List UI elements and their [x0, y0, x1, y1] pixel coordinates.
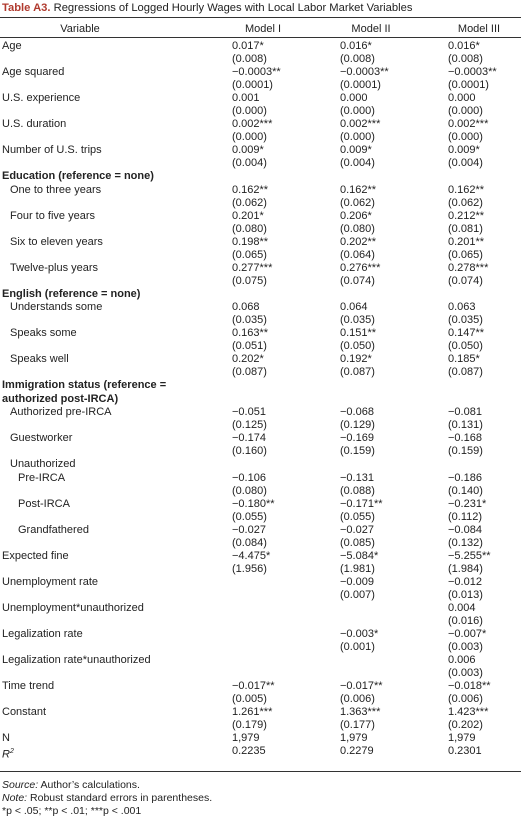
table-row	[0, 498, 521, 511]
table-row	[0, 40, 521, 53]
standard-error-cell: (0.050)	[340, 340, 375, 352]
standard-error-cell: (0.004)	[448, 157, 483, 169]
estimate-cell: 0.063	[448, 301, 476, 313]
row-label: Age squared	[2, 66, 65, 78]
standard-error-row	[0, 53, 521, 66]
estimate-cell: 0.016*	[340, 40, 372, 52]
value-cell: 1,979	[232, 731, 260, 744]
row-label: Six to eleven years	[10, 235, 103, 248]
table-row	[0, 576, 521, 589]
table-row	[0, 66, 521, 79]
standard-error-row	[0, 719, 521, 732]
table-notes	[2, 779, 212, 818]
standard-error-cell: (0.008)	[340, 53, 375, 65]
estimate-cell: −4.475*	[232, 549, 271, 562]
estimate-cell: −0.018**	[448, 679, 491, 692]
standard-error-row	[0, 275, 521, 288]
standard-error-row	[0, 131, 521, 144]
estimate-cell: 0.276***	[340, 261, 381, 274]
estimate-cell: −0.007*	[448, 627, 487, 640]
value-cell: 1,979	[448, 731, 476, 744]
standard-error-cell: (0.004)	[340, 157, 375, 169]
standard-error-cell: (0.0001)	[340, 79, 381, 91]
table-title	[2, 1, 412, 15]
estimate-cell: −0.0003**	[232, 66, 281, 78]
standard-error-cell: (0.000)	[448, 131, 483, 143]
standard-error-cell: (0.088)	[340, 484, 375, 497]
standard-error-cell: (0.001)	[340, 640, 375, 653]
table-number: Table A3.	[2, 2, 51, 14]
standard-error-cell: (0.129)	[340, 419, 375, 431]
row-label: Pre-IRCA	[18, 471, 66, 484]
standard-error-cell: (0.080)	[232, 484, 267, 497]
standard-error-cell: (0.159)	[448, 445, 483, 457]
standard-error-cell: (0.062)	[232, 196, 267, 209]
standard-error-cell: (0.000)	[340, 131, 375, 143]
standard-error-cell: (0.003)	[448, 640, 483, 653]
estimate-cell: 0.000	[340, 92, 368, 104]
column-header-variable: Variable	[60, 23, 100, 35]
table-row	[0, 732, 521, 745]
standard-error-cell: (0.131)	[448, 419, 483, 431]
standard-error-row	[0, 340, 521, 353]
row-label: Age	[2, 40, 22, 52]
standard-error-cell: (0.000)	[448, 105, 483, 117]
estimate-cell: 0.201*	[232, 209, 264, 222]
standard-error-row	[0, 615, 521, 628]
row-label: Immigration status (reference =	[2, 379, 167, 391]
standard-error-cell: (0.080)	[340, 222, 375, 235]
header-rule	[0, 37, 521, 38]
table-caption: Regressions of Logged Hourly Wages with Local Labor Market Variables	[50, 2, 413, 14]
table-row	[0, 118, 521, 131]
standard-error-cell: (0.084)	[232, 536, 267, 549]
row-label: Understands some	[10, 301, 103, 313]
row-label: Four to five years	[10, 209, 95, 222]
table-row	[0, 144, 521, 157]
standard-error-row	[0, 197, 521, 210]
standard-error-row	[0, 511, 521, 524]
table-row	[0, 550, 521, 563]
standard-error-cell: (0.055)	[232, 510, 267, 523]
standard-error-cell: (0.132)	[448, 536, 483, 549]
standard-error-cell: (0.074)	[448, 274, 483, 287]
estimate-cell: −0.084	[448, 523, 482, 536]
column-header-model-2: Model II	[351, 23, 391, 35]
row-label: Unemployment*unauthorized	[2, 601, 144, 614]
row-label: Grandfathered	[18, 523, 89, 536]
estimate-cell: 1.363***	[340, 705, 381, 718]
estimate-cell: −0.168	[448, 432, 482, 444]
row-label: Number of U.S. trips	[2, 144, 102, 156]
estimate-cell: 0.016*	[448, 40, 480, 52]
standard-error-row	[0, 485, 521, 498]
standard-error-row	[0, 641, 521, 654]
row-label: U.S. duration	[2, 118, 67, 130]
standard-error-cell: (0.062)	[448, 196, 483, 209]
row-label: Education (reference = none)	[2, 170, 154, 182]
estimate-cell: −0.027	[340, 523, 374, 536]
estimate-cell: −0.081	[448, 406, 482, 418]
estimate-cell: 0.004	[448, 601, 476, 614]
standard-error-cell: (0.000)	[232, 105, 267, 117]
table-row	[0, 262, 521, 275]
estimate-cell: −0.174	[232, 432, 266, 444]
value-cell: 0.2301	[448, 744, 482, 757]
row-label: Twelve-plus years	[10, 261, 99, 274]
standard-error-cell: (0.177)	[340, 718, 375, 731]
table-body	[0, 40, 521, 761]
estimate-cell: −0.171**	[340, 497, 383, 510]
estimate-cell: 0.185*	[448, 353, 480, 365]
estimate-cell: −0.017**	[340, 679, 383, 692]
estimate-cell: −0.003*	[340, 627, 379, 640]
standard-error-row	[0, 314, 521, 327]
standard-error-cell: (0.064)	[340, 248, 375, 261]
row-label: Constant	[2, 705, 47, 718]
table-row	[0, 472, 521, 485]
standard-error-cell: (0.160)	[232, 445, 267, 457]
standard-error-cell: (0.008)	[232, 53, 267, 65]
standard-error-cell: (0.016)	[448, 614, 483, 627]
estimate-cell: −0.012	[448, 575, 482, 588]
standard-error-cell: (0.005)	[232, 692, 267, 705]
value-cell: 0.2279	[340, 744, 374, 757]
standard-error-cell: (0.035)	[340, 314, 375, 326]
standard-error-row	[0, 667, 521, 680]
estimate-cell: −0.027	[232, 523, 266, 536]
row-label: Expected fine	[2, 549, 69, 562]
standard-error-cell: (0.035)	[232, 314, 267, 326]
standard-error-cell: (0.035)	[448, 314, 483, 326]
row-label: Unauthorized	[10, 458, 76, 470]
section-header-row	[0, 393, 521, 407]
group-label-row	[0, 458, 521, 472]
row-label: U.S. experience	[2, 92, 81, 104]
standard-error-row	[0, 419, 521, 432]
standard-error-cell: (0.050)	[448, 340, 483, 352]
estimate-cell: −0.017**	[232, 679, 275, 692]
estimate-cell: −0.186	[448, 471, 482, 484]
standard-error-row	[0, 693, 521, 706]
row-label: Speaks some	[10, 327, 77, 339]
estimate-cell: −0.051	[232, 406, 266, 418]
standard-error-row	[0, 157, 521, 170]
column-header-model-3: Model III	[457, 23, 501, 35]
table-row	[0, 92, 521, 105]
standard-error-row	[0, 445, 521, 458]
standard-error-cell: (0.081)	[448, 222, 483, 235]
estimate-cell: 0.068	[232, 301, 260, 313]
row-label: $R^2$	[2, 747, 14, 761]
standard-error-row	[0, 366, 521, 379]
row-label: authorized post-IRCA)	[2, 392, 119, 405]
estimate-cell: 0.202*	[232, 353, 264, 365]
table-row	[0, 524, 521, 537]
standard-error-cell: (0.140)	[448, 484, 483, 497]
standard-error-cell: (0.085)	[340, 536, 375, 549]
section-header-row	[0, 288, 521, 302]
standard-error-cell: (0.062)	[340, 196, 375, 209]
row-label: Legalization rate*unauthorized	[2, 653, 151, 666]
estimate-cell: −0.0003**	[448, 66, 497, 78]
estimate-cell: 0.064	[340, 301, 368, 313]
standard-error-cell: (0.004)	[232, 157, 267, 169]
table-row	[0, 628, 521, 641]
estimate-cell: 0.006	[448, 653, 476, 666]
standard-error-row	[0, 223, 521, 236]
table-row	[0, 327, 521, 340]
estimate-cell: 0.162**	[232, 183, 269, 196]
standard-error-cell: (0.074)	[340, 274, 375, 287]
standard-error-cell: (0.112)	[448, 510, 483, 523]
significance-note: *p < .05; **p < .01; ***p < .001	[2, 805, 142, 817]
section-header-row	[0, 170, 521, 184]
estimate-cell: 0.001	[232, 92, 260, 104]
standard-error-cell: (0.055)	[340, 510, 375, 523]
table-row	[0, 210, 521, 223]
standard-error-cell: (0.087)	[340, 366, 375, 378]
standard-error-cell: (0.065)	[448, 248, 483, 261]
table-row	[0, 353, 521, 366]
standard-error-cell: (0.087)	[448, 366, 483, 378]
estimate-cell: 0.202**	[340, 235, 377, 248]
standard-error-row	[0, 105, 521, 118]
row-label: Time trend	[2, 679, 55, 692]
section-header-row	[0, 379, 521, 393]
estimate-cell: 0.151**	[340, 327, 377, 339]
table-row	[0, 184, 521, 197]
standard-error-cell: (0.179)	[232, 718, 267, 731]
bottom-rule	[0, 771, 521, 772]
standard-error-row	[0, 563, 521, 576]
estimate-cell: −0.106	[232, 471, 266, 484]
row-label: Unemployment rate	[2, 575, 98, 588]
estimate-cell: 0.212**	[448, 209, 485, 222]
estimate-cell: 0.162**	[340, 183, 377, 196]
standard-error-cell: (0.051)	[232, 340, 267, 352]
estimate-cell: 0.017*	[232, 40, 264, 52]
row-label: N	[2, 731, 10, 744]
estimate-cell: 1.261***	[232, 705, 273, 718]
standard-error-cell: (0.0001)	[448, 79, 489, 91]
estimate-cell: 0.009*	[448, 144, 480, 156]
value-cell: 1,979	[340, 731, 368, 744]
estimate-cell: 0.162**	[448, 183, 485, 196]
estimate-cell: 0.000	[448, 92, 476, 104]
estimate-cell: −5.255**	[448, 549, 491, 562]
standard-error-cell: (0.080)	[232, 222, 267, 235]
estimate-cell: 0.002***	[448, 118, 489, 130]
row-label: One to three years	[10, 183, 102, 196]
standard-error-cell: (1.981)	[340, 562, 375, 575]
estimate-cell: 0.277***	[232, 261, 273, 274]
standard-error-cell: (0.0001)	[232, 79, 273, 91]
standard-error-note: Note: Robust standard errors in parentheses.	[2, 792, 213, 804]
estimate-cell: −0.180**	[232, 497, 275, 510]
standard-error-cell: (0.008)	[448, 53, 483, 65]
column-header-model-1: Model I	[244, 23, 282, 35]
table-row	[0, 706, 521, 719]
table-row	[0, 406, 521, 419]
estimate-cell: 0.147**	[448, 327, 485, 339]
standard-error-cell: (0.006)	[340, 692, 375, 705]
table-row	[0, 680, 521, 693]
row-label: Authorized pre-IRCA	[10, 406, 112, 418]
standard-error-row	[0, 537, 521, 550]
estimate-cell: 0.198**	[232, 235, 269, 248]
table-row	[0, 301, 521, 314]
standard-error-cell: (0.075)	[232, 274, 267, 287]
standard-error-cell: (1.956)	[232, 562, 267, 575]
standard-error-cell: (0.006)	[448, 692, 483, 705]
estimate-cell: 0.002***	[340, 118, 381, 130]
standard-error-cell: (0.202)	[448, 718, 483, 731]
standard-error-cell: (0.159)	[340, 445, 375, 457]
table-row	[0, 236, 521, 249]
estimate-cell: 0.002***	[232, 118, 273, 130]
standard-error-cell: (0.003)	[448, 666, 483, 679]
row-label: Guestworker	[10, 432, 73, 444]
value-cell: 0.2235	[232, 744, 266, 757]
estimate-cell: −5.084*	[340, 549, 379, 562]
standard-error-cell: (0.000)	[340, 105, 375, 117]
estimate-cell: 0.163**	[232, 327, 269, 339]
table-row	[0, 432, 521, 445]
estimate-cell: 0.206*	[340, 209, 372, 222]
estimate-cell: −0.231*	[448, 497, 487, 510]
table-row	[0, 654, 521, 667]
source-note: Source: Author’s calculations.	[2, 779, 140, 791]
estimate-cell: −0.068	[340, 406, 374, 418]
row-label: Speaks well	[10, 353, 69, 365]
table-row	[0, 744, 521, 761]
top-rule	[0, 17, 521, 18]
estimate-cell: −0.009	[340, 575, 374, 588]
estimate-cell: −0.169	[340, 432, 374, 444]
estimate-cell: 0.009*	[340, 144, 372, 156]
standard-error-cell: (0.065)	[232, 248, 267, 261]
standard-error-row	[0, 589, 521, 602]
estimate-cell: 0.201**	[448, 235, 485, 248]
estimate-cell: 1.423***	[448, 705, 489, 718]
row-label: English (reference = none)	[2, 287, 141, 300]
standard-error-cell: (1.984)	[448, 562, 483, 575]
estimate-cell: −0.0003**	[340, 66, 389, 78]
estimate-cell: −0.131	[340, 471, 374, 484]
row-label: Legalization rate	[2, 627, 83, 640]
standard-error-cell: (0.013)	[448, 588, 483, 601]
standard-error-cell: (0.125)	[232, 419, 267, 431]
standard-error-cell: (0.087)	[232, 366, 267, 378]
table-row	[0, 602, 521, 615]
estimate-cell: 0.278***	[448, 261, 489, 274]
estimate-cell: 0.009*	[232, 144, 264, 156]
row-label: Post-IRCA	[18, 497, 70, 510]
standard-error-row	[0, 249, 521, 262]
estimate-cell: 0.192*	[340, 353, 372, 365]
standard-error-row	[0, 79, 521, 92]
standard-error-cell: (0.007)	[340, 588, 375, 601]
standard-error-cell: (0.000)	[232, 131, 267, 143]
